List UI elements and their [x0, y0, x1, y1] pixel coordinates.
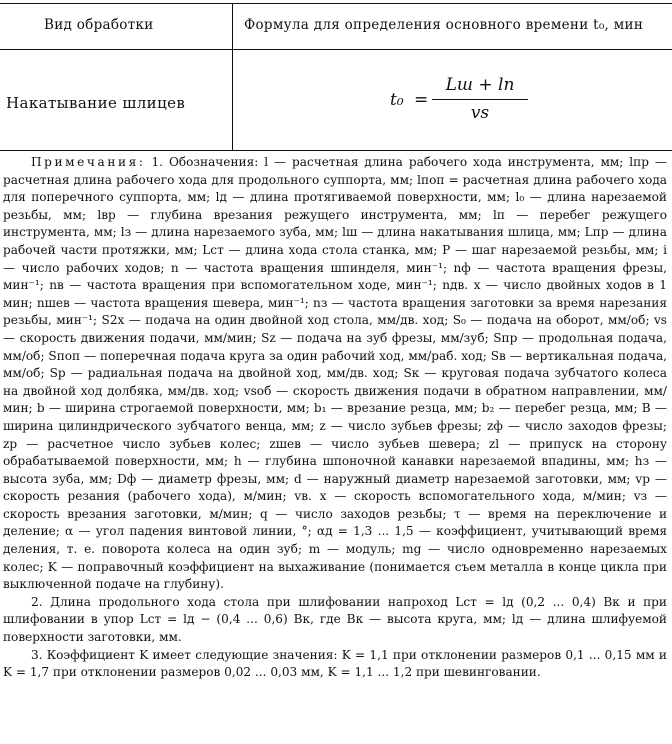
formula-lhs: t₀ — [390, 90, 404, 110]
table-header-rule — [0, 49, 672, 50]
main-time-formula — [380, 72, 530, 132]
table-top-rule — [0, 3, 672, 4]
header-operation-type: Вид обработки — [44, 17, 154, 33]
table-bottom-rule — [0, 150, 672, 151]
note-2: 2. Длина продольного хода стола при шлифовании напроход Lст = lд (0,2 ... 0,4) Bк и при шлифовании в упор Lст = lд − (0,4 ... 0,6) Bк, где Bк — высота круга, мм; lд — длина шлифуемой поверхности заготовки, мм. — [3, 594, 667, 645]
header-formula: Формула для определения основного времени t₀, мин — [244, 17, 644, 33]
notes-title: Примечания: — [31, 155, 146, 169]
note-1 — [3, 154, 667, 594]
formula-fraction-bar — [432, 99, 528, 100]
row-operation-name: Накатывание шлицев — [6, 94, 186, 112]
formula-numerator: Lш + lп — [445, 75, 515, 95]
formula-equals: = — [414, 90, 429, 110]
table-column-divider — [232, 3, 233, 150]
note-3: 3. Коэффициент K имеет следующие значения: K = 1,1 при отклонении размеров 0,1 ... 0,15 мм и K = 1,7 при отклонении размеров 0,02 ... 0,03 мм, K = 1,1 ... 1,2 при шевинговании. — [3, 647, 667, 680]
formula-denominator: vs — [470, 103, 490, 123]
note-1-text: 1. Обозначения: l — расчетная длина рабочего хода инструмента, мм; lпр — расчетная длина рабочего хода для продольного суппорта, мм; lпоп = расчетная длина рабочего хода для поперечного суппорта, мм; lд — длина протягиваемой поверхности, мм; l₀ — длина нарезаемой резьбы, мм; lвр — глубина врезания режущего инструмента, мм; lп — перебег режущего инструмента, мм; lз — длина нарезаемого зуба, мм; lш — длина накатывания шлица, мм; Lпр — длина рабочей части протяжки, мм; Lст — длина хода стола станка, мм; P — шаг нарезаемой резьбы, мм; i — число рабочих ходов; n — частота вращения шпинделя, мин⁻¹; nф — частота вращения фрезы, мин⁻¹; nв — частота вращения при вспомогательном ходе, мин⁻¹; nдв. х — число двойных ходов в 1 мин; nшев — частота вращения шевера, мин⁻¹; nз — частота вращения заготовки за время нарезания резьбы, мин⁻¹; S2х — подача на один двойной ход стола, мм/дв. ход; S₀ — подача на оборот, мм/об; vs — скорость движения подачи, мм/мин; Sz — подача на зуб фрезы, мм/зуб; Sпр — продольная подача, мм/об; Sпоп — поперечная подача круга за один рабочий ход, мм/раб. ход; Sв — вертикальная подача, мм/об; Sр — радиальная подача на двойной ход, мм/дв. ход; Sк — круговая подача зубчатого колеса на двойной ход долбяка, мм/дв. ход; vsоб — скорость движения подачи в обратном направлении, мм/мин; b — ширина строгаемой поверхности, мм; b₁ — врезание резца, мм; b₂ — перебег резца, мм; B — ширина цилиндрического зубчатого венца, мм; z — число зубьев фрезы; zф — число заходов фрезы; zр — расчетное число зубьев колес; zшев — число зубьев шевера; zl — припуск на сторону обрабатываемой поверхности, мм; h — глубина шпоночной канавки нарезаемой впадины, мм; hз — высота зуба, мм; Dф — диаметр фрезы, мм; d — наружный диаметр нарезаемой заготовки, мм; vр — скорость резания (рабочего хода), м/мин; vв. х — скорость вспомогательного хода, м/мин; vз — скорость врезания заготовки, м/мин; q — число заходов резьбы; τ — время на переключение и деление; α — угол падения винтовой линии, °; αд = 1,3 ... 1,5 — коэффициент, учитывающий время деления, т. е. поворота колеса на один зуб; m — модуль; mg — число одновременно нарезаемых колес; K — поправочный коэффициент на выхаживание (понимается съем металла в конце цикла при выключенной подаче на глубину). — [3, 155, 667, 592]
notes-section — [3, 154, 667, 682]
